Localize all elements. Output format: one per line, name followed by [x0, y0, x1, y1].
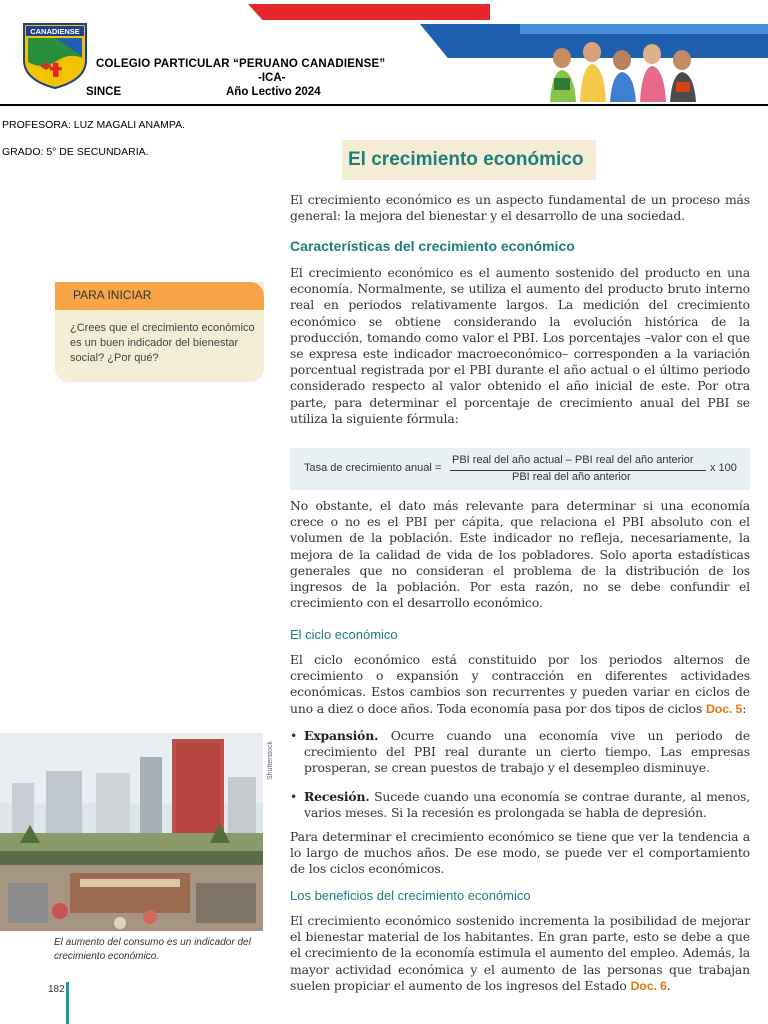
photo-credit	[262, 734, 276, 782]
cycle-paragraph-suffix: :	[742, 700, 747, 716]
benefits-paragraph	[290, 913, 750, 994]
trend-paragraph: Para determinar el crecimiento económico se tiene que ver la tendencia a lo largo de muchos años. De ese modo, se puede ver el comportamiento de los ciclos económicos.	[290, 829, 750, 877]
bullet-expansion-text: Ocurre cuando una economía vive un periodo de crecimiento del PBI real durante un cierto tiempo. Las empresas prosperan, se crean puestos de trabajo y el desempleo disminuye.	[304, 728, 750, 776]
benefits-paragraph-text: El crecimiento económico sostenido incrementa la posibilidad de mejorar el bienestar material de los habitantes. En gran parte, esto se debe a que el crecimiento de la economía estimula el aumento del empleo. Además, la mayor actividad económica y el aumento de las personas que trabajan suelen propiciar el aumento de los ingresos del Estado	[290, 913, 750, 993]
pbi-per-capita-paragraph: No obstante, el dato más relevante para determinar si una economía crece o no es el PBI per cápita, que relaciona el PBI absoluto con el volumen de la población. Este indicador no refleja, necesariamente, la mejora de la calidad de vida de los pobladores. Solo aporta estadísticas generales que no consideran el problema de la distribución de los ingresos de la población. Por esta razón, no se debe confundir el crecimiento con el desarrollo económico.	[290, 498, 750, 611]
crest-text: CANADIENSE	[30, 27, 80, 36]
formula-multiplier: x 100	[710, 462, 737, 474]
bullet-expansion	[290, 728, 750, 777]
page-number: 182	[48, 984, 65, 995]
school-city: -ICA-	[258, 72, 286, 84]
formula-denominator: PBI real del año anterior	[512, 471, 631, 483]
para-iniciar-question: ¿Crees que el crecimiento económico es un buen indicador del bienestar social? ¿Por qué?	[70, 322, 255, 364]
header-red-stripe	[248, 4, 490, 20]
school-crest-logo	[20, 22, 90, 90]
photo-credit-text: Shutterstock	[267, 741, 274, 780]
doc-6-link[interactable]: Doc. 6	[630, 978, 667, 993]
para-iniciar-title: PARA INICIAR	[73, 288, 152, 302]
section-heading-benefits: Los beneficios del crecimiento económico	[290, 888, 531, 903]
characteristics-paragraph: El crecimiento económico es el aumento sostenido del producto en una economía. Normalmente, se utiliza el aumento del producto bruto interno real en periodos relativamente largos. La medición del crecimiento económico se obtiene considerando la evolución histórica de la producción, tomando como valor el PBI. Los porcentajes –valor con el que se expresa este indicador macroeconómico– corresponden a la variación porcentual registrada por el PBI durante el año actual o el último periodo considerado respecto al valor obtenido el año inicial de este. Por otra parte, para determinar el porcentaje de crecimiento anual del PBI se utiliza la siguiente fórmula:	[290, 265, 750, 426]
since-label: SINCE	[86, 86, 122, 98]
shopping-mall-photo	[0, 733, 263, 931]
doc-5-link[interactable]: Doc. 5	[705, 701, 743, 716]
header-divider	[0, 104, 768, 106]
photo-caption: El aumento del consumo es un indicador del crecimiento económico.	[54, 937, 251, 962]
teacher-label: PROFESORA: LUZ MAGALI ANAMPA.	[2, 119, 186, 131]
intro-paragraph: El crecimiento económico es un aspecto fundamental de un proceso más general: la mejora del bienestar y el desarrollo de una sociedad.	[290, 192, 750, 224]
section-heading-cycle: El ciclo económico	[290, 627, 398, 642]
academic-year: Año Lectivo 2024	[226, 86, 321, 98]
students-photo	[540, 38, 712, 102]
page-number-bar	[66, 982, 69, 1024]
header-blue-accent	[520, 24, 768, 34]
bullet-recession	[290, 789, 750, 821]
section-heading-characteristics: Características del crecimiento económico	[290, 238, 575, 254]
page-title: El crecimiento económico	[348, 149, 584, 170]
school-name: COLEGIO PARTICULAR “PERUANO CANADIENSE”	[96, 58, 386, 70]
formula-lhs: Tasa de crecimiento anual =	[304, 462, 442, 474]
bullet-recession-text: Sucede cuando una economía se contrae durante, al menos, varios meses. Si la recesión es prolongada se habla de depresión.	[304, 789, 750, 821]
bullet-expansion-term: Expansión.	[304, 728, 379, 743]
formula-numerator: PBI real del año actual – PBI real del año anterior	[452, 454, 694, 466]
growth-formula	[290, 448, 750, 490]
cycle-paragraph-text: El ciclo económico está constituido por los periodos alternos de crecimiento o expansión y contracción en diferentes actividades económicas. Estos cambios son recurrentes y pueden variar en ciclos de uno a diez o doce años. Toda economía pasa por dos tipos de ciclos	[290, 652, 750, 716]
bullet-recession-term: Recesión.	[304, 789, 370, 804]
cycle-paragraph	[290, 652, 750, 717]
benefits-paragraph-suffix: .	[666, 977, 671, 993]
grade-label: GRADO: 5° DE SECUNDARIA.	[2, 146, 149, 158]
